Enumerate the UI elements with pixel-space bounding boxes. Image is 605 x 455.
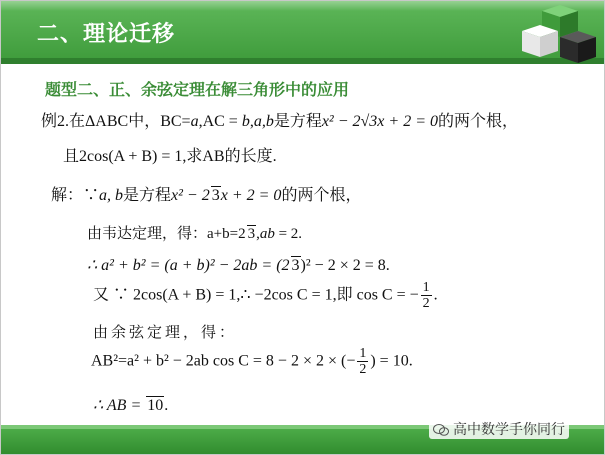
sol7-sqrt-value: 10 — [147, 397, 164, 414]
cubes-logo-icon — [508, 5, 596, 75]
watermark — [429, 419, 569, 439]
sol4-a: 又 ∵ 2cos(A + B) = 1,∴ −2cos C = 1,即 cos C = − — [93, 286, 419, 304]
solution-line-6 — [91, 347, 413, 377]
solution-line-2 — [87, 222, 302, 243]
var-b: b — [241, 113, 250, 130]
sol2-sqrt — [247, 225, 257, 243]
solution-line-1 — [51, 182, 361, 205]
sol6-den: 2 — [359, 362, 367, 377]
sol1-mid: 是方程 — [123, 187, 172, 204]
sol2-sqrt-value: 3 — [247, 226, 256, 242]
sol1-suffix: 的两个根， — [281, 187, 362, 204]
problem-prefix: 例2.在ΔABC中，BC= — [41, 113, 191, 130]
problem-mid3: 是方程 — [273, 113, 322, 130]
sol2-a: 由韦达定理，得：a+b=2 — [87, 226, 246, 242]
sol6-fraction — [357, 347, 368, 377]
sol2-e: = 2. — [274, 226, 303, 242]
sol7-a: ∴ AB = — [93, 397, 146, 414]
var-ab: a,b — [253, 113, 274, 130]
problem-line-1 — [41, 108, 518, 131]
solution-line-4 — [93, 281, 438, 311]
sol4-fraction — [421, 281, 432, 311]
wechat-icon — [433, 424, 449, 436]
problem-equation: x² − 2√3x + 2 = 0 — [321, 113, 438, 130]
problem-line-2: 且2cos(A + B) = 1,求AB的长度. — [63, 148, 277, 165]
sol1-prefix: 解：∵ — [51, 187, 100, 204]
sol6-num: 1 — [359, 346, 367, 361]
sol2-c: , — [256, 226, 260, 242]
problem-suffix: 的两个根， — [438, 113, 519, 130]
problem-mid1: ,AC = — [198, 113, 242, 130]
sol4-end: . — [433, 286, 438, 304]
sol6-a: AB²=a² + b² − 2ab cos C = 8 − 2 × 2 × (− — [91, 352, 356, 370]
sol3-c: )² − 2 × 2 = 8. — [300, 257, 390, 274]
sol2-d: ab — [259, 226, 275, 242]
watermark-text: 高中数学手你同行 — [453, 422, 565, 438]
sol1-eq-c: x + 2 = 0 — [220, 187, 282, 204]
sol4-num: 1 — [422, 280, 430, 295]
sol3-a: ∴ a² + b² = (a + b)² − 2ab = (2 — [87, 257, 290, 274]
problem-mid2: , — [249, 113, 254, 130]
slide-title: 二、理论迁移 — [37, 22, 176, 47]
section-subtitle: 题型二、正、余弦定理在解三角形中的应用 — [45, 80, 350, 99]
solution-line-7 — [93, 395, 168, 415]
sol1-sqrt — [211, 186, 221, 205]
sol7-c: . — [164, 397, 169, 414]
solution-line-3 — [87, 255, 390, 275]
sol3-sqrt — [291, 256, 301, 275]
sol1-eq-a: x² − 2 — [171, 187, 210, 204]
var-a: a — [190, 113, 199, 130]
sol4-den: 2 — [422, 296, 430, 311]
sol6-end: ) = 10. — [370, 352, 413, 370]
sol1-vars: a, b — [99, 187, 124, 204]
solution-line-5: 由余弦定理，得： — [93, 325, 238, 341]
sol3-sqrt-value: 3 — [291, 257, 300, 274]
sol7-sqrt — [146, 396, 164, 415]
sol1-sqrt-value: 3 — [211, 187, 220, 204]
